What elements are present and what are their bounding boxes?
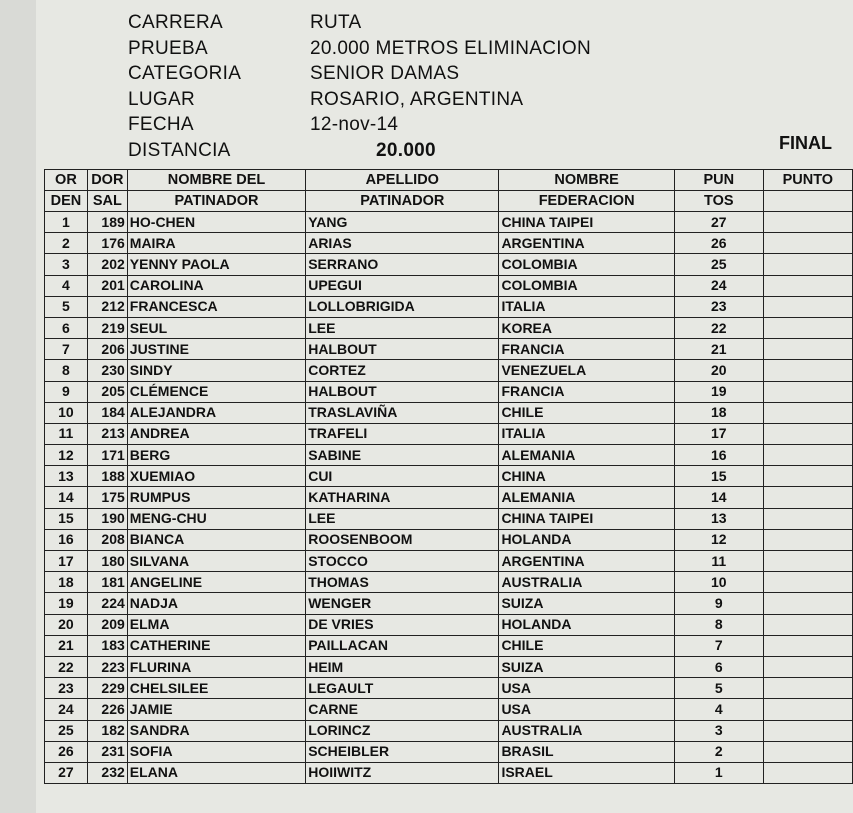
cell-nombre: BERG <box>127 445 305 466</box>
cell-orden: 4 <box>45 275 88 296</box>
cell-punto-final <box>763 275 852 296</box>
header-label: CATEGORIA <box>128 63 242 84</box>
cell-dorsal: 230 <box>87 360 127 381</box>
cell-dorsal: 183 <box>87 635 127 656</box>
header-value: 20.000 <box>376 139 436 161</box>
event-header <box>128 10 591 163</box>
cell-puntos: 17 <box>674 423 763 444</box>
cell-federacion: HOLANDA <box>499 529 674 550</box>
table-row <box>45 339 853 360</box>
table-row <box>45 466 853 487</box>
cell-federacion: ALEMANIA <box>499 487 674 508</box>
col-header-dorsal: SAL <box>87 191 127 212</box>
cell-apellido: UPEGUI <box>306 275 499 296</box>
cell-punto-final <box>763 254 852 275</box>
cell-puntos: 18 <box>674 402 763 423</box>
cell-nombre: MENG-CHU <box>127 508 305 529</box>
cell-apellido: ARIAS <box>306 233 499 254</box>
cell-orden: 24 <box>45 699 88 720</box>
col-header-orden: OR <box>45 170 88 191</box>
cell-punto-final <box>763 212 852 233</box>
cell-nombre: ELMA <box>127 614 305 635</box>
cell-puntos: 4 <box>674 699 763 720</box>
cell-dorsal: 182 <box>87 720 127 741</box>
header-label: LUGAR <box>128 88 195 110</box>
table-row <box>45 635 853 656</box>
table-row <box>45 487 853 508</box>
cell-punto-final <box>763 614 852 635</box>
cell-punto-final <box>763 720 852 741</box>
cell-federacion: CHINA TAIPEI <box>499 212 674 233</box>
cell-punto-final <box>763 317 852 338</box>
cell-dorsal: 202 <box>87 254 127 275</box>
cell-orden: 18 <box>45 572 88 593</box>
cell-punto-final <box>763 762 852 783</box>
cell-puntos: 8 <box>674 614 763 635</box>
cell-dorsal: 229 <box>87 678 127 699</box>
cell-apellido: LEGAULT <box>306 678 499 699</box>
cell-federacion: CHINA <box>499 466 674 487</box>
table-row <box>45 593 853 614</box>
cell-orden: 22 <box>45 656 88 677</box>
cell-apellido: THOMAS <box>306 572 499 593</box>
header-value: RUTA <box>310 12 362 33</box>
table-row <box>45 741 853 762</box>
cell-dorsal: 224 <box>87 593 127 614</box>
table-row <box>45 762 853 783</box>
table-row <box>45 720 853 741</box>
cell-orden: 27 <box>45 762 88 783</box>
cell-federacion: USA <box>499 678 674 699</box>
cell-puntos: 10 <box>674 572 763 593</box>
cell-apellido: TRASLAVIÑA <box>306 402 499 423</box>
cell-dorsal: 208 <box>87 529 127 550</box>
cell-orden: 20 <box>45 614 88 635</box>
cell-apellido: CORTEZ <box>306 360 499 381</box>
cell-nombre: CAROLINA <box>127 275 305 296</box>
cell-punto-final <box>763 635 852 656</box>
cell-federacion: COLOMBIA <box>499 254 674 275</box>
cell-dorsal: 226 <box>87 699 127 720</box>
cell-dorsal: 206 <box>87 339 127 360</box>
col-header-punto-final: PUNTO <box>763 170 852 191</box>
cell-puntos: 7 <box>674 635 763 656</box>
cell-puntos: 24 <box>674 275 763 296</box>
cell-apellido: LORINCZ <box>306 720 499 741</box>
cell-punto-final <box>763 656 852 677</box>
header-row-categoria <box>128 61 591 87</box>
cell-orden: 19 <box>45 593 88 614</box>
cell-dorsal: 176 <box>87 233 127 254</box>
cell-punto-final <box>763 423 852 444</box>
cell-orden: 11 <box>45 423 88 444</box>
cell-nombre: SANDRA <box>127 720 305 741</box>
header-row-bottom <box>45 191 853 212</box>
cell-dorsal: 184 <box>87 402 127 423</box>
cell-federacion: CHINA TAIPEI <box>499 508 674 529</box>
table-row <box>45 381 853 402</box>
cell-nombre: ALEJANDRA <box>127 402 305 423</box>
cell-dorsal: 171 <box>87 445 127 466</box>
header-label: FECHA <box>128 114 194 135</box>
cell-dorsal: 223 <box>87 656 127 677</box>
cell-dorsal: 189 <box>87 212 127 233</box>
cell-puntos: 6 <box>674 656 763 677</box>
cell-punto-final <box>763 445 852 466</box>
cell-nombre: SEUL <box>127 317 305 338</box>
header-value: 12-nov-14 <box>310 114 399 135</box>
cell-orden: 9 <box>45 381 88 402</box>
cell-dorsal: 201 <box>87 275 127 296</box>
cell-federacion: HOLANDA <box>499 614 674 635</box>
cell-nombre: SOFIA <box>127 741 305 762</box>
cell-apellido: SABINE <box>306 445 499 466</box>
cell-orden: 7 <box>45 339 88 360</box>
cell-puntos: 15 <box>674 466 763 487</box>
cell-puntos: 5 <box>674 678 763 699</box>
table-row <box>45 275 853 296</box>
cell-federacion: BRASIL <box>499 741 674 762</box>
cell-puntos: 3 <box>674 720 763 741</box>
cell-nombre: YENNY PAOLA <box>127 254 305 275</box>
cell-punto-final <box>763 508 852 529</box>
table-row <box>45 508 853 529</box>
cell-dorsal: 213 <box>87 423 127 444</box>
cell-nombre: ANDREA <box>127 423 305 444</box>
col-header-federacion: NOMBRE <box>499 170 674 191</box>
cell-nombre: NADJA <box>127 593 305 614</box>
cell-punto-final <box>763 296 852 317</box>
table-row <box>45 678 853 699</box>
col-header-puntos: PUN <box>674 170 763 191</box>
cell-puntos: 14 <box>674 487 763 508</box>
cell-federacion: FRANCIA <box>499 339 674 360</box>
cell-orden: 6 <box>45 317 88 338</box>
cell-dorsal: 212 <box>87 296 127 317</box>
cell-dorsal: 205 <box>87 381 127 402</box>
cell-apellido: TRAFELI <box>306 423 499 444</box>
cell-punto-final <box>763 233 852 254</box>
cell-nombre: SILVANA <box>127 551 305 572</box>
cell-dorsal: 232 <box>87 762 127 783</box>
header-value: ROSARIO, ARGENTINA <box>310 88 524 110</box>
cell-federacion: ISRAEL <box>499 762 674 783</box>
cell-punto-final <box>763 699 852 720</box>
cell-apellido: DE VRIES <box>306 614 499 635</box>
cell-federacion: USA <box>499 699 674 720</box>
cell-puntos: 1 <box>674 762 763 783</box>
cell-punto-final <box>763 551 852 572</box>
col-header-nombre: PATINADOR <box>127 191 305 212</box>
cell-apellido: YANG <box>306 212 499 233</box>
cell-apellido: LEE <box>306 317 499 338</box>
cell-punto-final <box>763 466 852 487</box>
col-header-puntos: TOS <box>674 191 763 212</box>
cell-dorsal: 180 <box>87 551 127 572</box>
cell-puntos: 13 <box>674 508 763 529</box>
table-row <box>45 317 853 338</box>
table-row <box>45 296 853 317</box>
cell-puntos: 27 <box>674 212 763 233</box>
cell-punto-final <box>763 593 852 614</box>
table-body <box>45 212 853 784</box>
col-header-apellido: APELLIDO <box>306 170 499 191</box>
cell-federacion: FRANCIA <box>499 381 674 402</box>
table-row <box>45 572 853 593</box>
cell-apellido: ROOSENBOOM <box>306 529 499 550</box>
cell-orden: 2 <box>45 233 88 254</box>
cell-dorsal: 181 <box>87 572 127 593</box>
cell-apellido: PAILLACAN <box>306 635 499 656</box>
col-header-dorsal: DOR <box>87 170 127 191</box>
col-header-orden: DEN <box>45 191 88 212</box>
table-row <box>45 360 853 381</box>
cell-apellido: HALBOUT <box>306 381 499 402</box>
cell-nombre: MAIRA <box>127 233 305 254</box>
cell-orden: 8 <box>45 360 88 381</box>
cell-federacion: CHILE <box>499 402 674 423</box>
table-row <box>45 423 853 444</box>
cell-orden: 10 <box>45 402 88 423</box>
header-label: CARRERA <box>128 12 224 33</box>
cell-nombre: CATHERINE <box>127 635 305 656</box>
cell-dorsal: 209 <box>87 614 127 635</box>
cell-nombre: JAMIE <box>127 699 305 720</box>
cell-apellido: STOCCO <box>306 551 499 572</box>
results-table <box>44 169 853 784</box>
cell-federacion: CHILE <box>499 635 674 656</box>
cell-punto-final <box>763 360 852 381</box>
cell-puntos: 25 <box>674 254 763 275</box>
cell-federacion: AUSTRALIA <box>499 572 674 593</box>
cell-nombre: BIANCA <box>127 529 305 550</box>
cell-apellido: CUI <box>306 466 499 487</box>
cell-federacion: SUIZA <box>499 593 674 614</box>
table-row <box>45 699 853 720</box>
cell-orden: 16 <box>45 529 88 550</box>
col-header-federacion: FEDERACION <box>499 191 674 212</box>
table-row <box>45 212 853 233</box>
cell-puntos: 16 <box>674 445 763 466</box>
header-row-distancia <box>128 138 591 164</box>
cell-federacion: COLOMBIA <box>499 275 674 296</box>
cell-puntos: 22 <box>674 317 763 338</box>
cell-federacion: ITALIA <box>499 423 674 444</box>
cell-nombre: CHELSILEE <box>127 678 305 699</box>
cell-puntos: 9 <box>674 593 763 614</box>
cell-puntos: 12 <box>674 529 763 550</box>
cell-puntos: 26 <box>674 233 763 254</box>
cell-federacion: ITALIA <box>499 296 674 317</box>
table-row <box>45 445 853 466</box>
cell-federacion: ALEMANIA <box>499 445 674 466</box>
cell-nombre: FRANCESCA <box>127 296 305 317</box>
cell-federacion: ARGENTINA <box>499 551 674 572</box>
cell-puntos: 11 <box>674 551 763 572</box>
final-label: FINAL <box>779 133 832 153</box>
cell-punto-final <box>763 487 852 508</box>
cell-nombre: JUSTINE <box>127 339 305 360</box>
header-row-top <box>45 170 853 191</box>
cell-orden: 14 <box>45 487 88 508</box>
cell-orden: 1 <box>45 212 88 233</box>
cell-apellido: HALBOUT <box>306 339 499 360</box>
cell-punto-final <box>763 678 852 699</box>
cell-orden: 23 <box>45 678 88 699</box>
header-row-prueba <box>128 36 591 62</box>
cell-punto-final <box>763 402 852 423</box>
table-row <box>45 254 853 275</box>
cell-dorsal: 219 <box>87 317 127 338</box>
header-row-lugar <box>128 87 591 113</box>
cell-orden: 26 <box>45 741 88 762</box>
header-row-fecha <box>128 112 591 138</box>
cell-federacion: AUSTRALIA <box>499 720 674 741</box>
cell-federacion: VENEZUELA <box>499 360 674 381</box>
cell-nombre: RUMPUS <box>127 487 305 508</box>
table-row <box>45 402 853 423</box>
col-header-nombre: NOMBRE DEL <box>127 170 305 191</box>
cell-punto-final <box>763 741 852 762</box>
cell-apellido: KATHARINA <box>306 487 499 508</box>
cell-federacion: KOREA <box>499 317 674 338</box>
cell-dorsal: 188 <box>87 466 127 487</box>
cell-nombre: FLURINA <box>127 656 305 677</box>
cell-puntos: 2 <box>674 741 763 762</box>
cell-nombre: ANGELINE <box>127 572 305 593</box>
cell-apellido: LOLLOBRIGIDA <box>306 296 499 317</box>
cell-apellido: HEIM <box>306 656 499 677</box>
table-row <box>45 656 853 677</box>
header-value: 20.000 METROS ELIMINACION <box>310 37 591 59</box>
cell-federacion: ARGENTINA <box>499 233 674 254</box>
cell-nombre: ELANA <box>127 762 305 783</box>
cell-dorsal: 190 <box>87 508 127 529</box>
table-row <box>45 614 853 635</box>
col-header-apellido: PATINADOR <box>306 191 499 212</box>
header-row-carrera <box>128 10 591 36</box>
cell-nombre: CLÉMENCE <box>127 381 305 402</box>
cell-puntos: 23 <box>674 296 763 317</box>
cell-puntos: 19 <box>674 381 763 402</box>
header-value: SENIOR DAMAS <box>310 63 460 84</box>
cell-punto-final <box>763 572 852 593</box>
cell-nombre: SINDY <box>127 360 305 381</box>
cell-apellido: HOIIWITZ <box>306 762 499 783</box>
cell-orden: 17 <box>45 551 88 572</box>
cell-nombre: XUEMIAO <box>127 466 305 487</box>
cell-orden: 12 <box>45 445 88 466</box>
cell-puntos: 21 <box>674 339 763 360</box>
cell-orden: 3 <box>45 254 88 275</box>
table-header <box>45 170 853 212</box>
cell-nombre: HO-CHEN <box>127 212 305 233</box>
header-label: PRUEBA <box>128 37 208 59</box>
table-row <box>45 551 853 572</box>
cell-punto-final <box>763 339 852 360</box>
cell-orden: 15 <box>45 508 88 529</box>
cell-orden: 5 <box>45 296 88 317</box>
table-row <box>45 529 853 550</box>
cell-puntos: 20 <box>674 360 763 381</box>
cell-apellido: WENGER <box>306 593 499 614</box>
cell-dorsal: 231 <box>87 741 127 762</box>
cell-orden: 21 <box>45 635 88 656</box>
cell-punto-final <box>763 529 852 550</box>
cell-orden: 25 <box>45 720 88 741</box>
col-header-punto-final <box>763 191 852 212</box>
table-row <box>45 233 853 254</box>
cell-apellido: CARNE <box>306 699 499 720</box>
cell-punto-final <box>763 381 852 402</box>
cell-apellido: SCHEIBLER <box>306 741 499 762</box>
cell-apellido: SERRANO <box>306 254 499 275</box>
header-label: DISTANCIA <box>128 139 231 161</box>
cell-federacion: SUIZA <box>499 656 674 677</box>
cell-apellido: LEE <box>306 508 499 529</box>
cell-dorsal: 175 <box>87 487 127 508</box>
cell-orden: 13 <box>45 466 88 487</box>
